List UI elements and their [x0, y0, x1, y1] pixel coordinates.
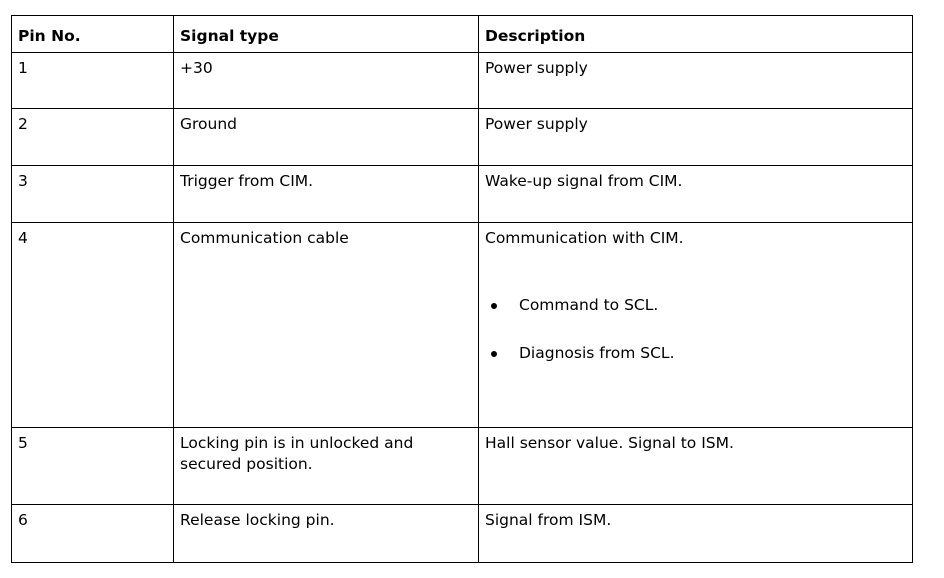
signal-cell: Locking pin is in unlocked and secured position. [174, 428, 479, 505]
pin-cell: 2 [12, 109, 174, 166]
pin-cell: 6 [12, 505, 174, 563]
bullet-icon [491, 303, 497, 309]
table-row [12, 109, 913, 166]
header-signal-type: Signal type [174, 16, 479, 53]
list-item-text: Command to SCL. [519, 296, 659, 314]
pin-table [11, 15, 913, 563]
table-row [12, 166, 913, 223]
signal-cell: Trigger from CIM. [174, 166, 479, 223]
list-item-text: Diagnosis from SCL. [519, 344, 675, 362]
table-row [12, 428, 913, 505]
description-cell: Power supply [479, 53, 913, 109]
signal-cell: +30 [174, 53, 479, 109]
bullet-icon [491, 351, 497, 357]
signal-cell: Ground [174, 109, 479, 166]
pin-cell: 3 [12, 166, 174, 223]
signal-cell: Communication cable [174, 223, 479, 428]
pin-cell: 1 [12, 53, 174, 109]
list-item [485, 343, 906, 364]
pin-cell: 5 [12, 428, 174, 505]
description-cell: Power supply [479, 109, 913, 166]
header-description: Description [479, 16, 913, 53]
header-row [12, 16, 913, 53]
header-pin-no: Pin No. [12, 16, 174, 53]
list-item [485, 295, 906, 316]
description-cell: Signal from ISM. [479, 505, 913, 563]
description-cell: Hall sensor value. Signal to ISM. [479, 428, 913, 505]
table-row [12, 53, 913, 109]
description-cell [479, 223, 913, 428]
table-row [12, 505, 913, 563]
pin-cell: 4 [12, 223, 174, 428]
signal-cell: Release locking pin. [174, 505, 479, 563]
bullet-list [485, 295, 906, 364]
table-row [12, 223, 913, 428]
description-text: Communication with CIM. [485, 229, 684, 247]
description-cell: Wake-up signal from CIM. [479, 166, 913, 223]
